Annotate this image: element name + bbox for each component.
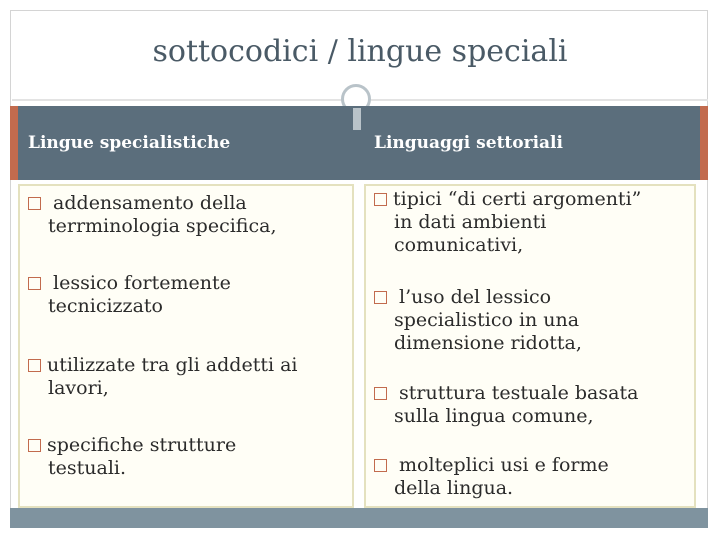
right-item-4-line1: molteplici usi e forme: [393, 454, 609, 476]
left-bullet-item: [28, 434, 236, 480]
checkbox-bullet-icon: [28, 277, 41, 290]
checkbox-bullet-icon: [374, 193, 387, 206]
left-bullet-item: [28, 192, 277, 238]
right-bullet-item: [374, 188, 641, 257]
right-item-4-line2: della lingua.: [394, 477, 514, 499]
right-item-3-line1: struttura testuale basata: [393, 382, 639, 404]
right-item-2-line1: l’uso del lessico: [393, 286, 552, 308]
slide-title: sottocodici / lingue speciali: [152, 33, 568, 69]
checkbox-bullet-icon: [28, 439, 41, 452]
checkbox-bullet-icon: [374, 387, 387, 400]
right-item-3-line2: sulla lingua comune,: [394, 405, 594, 427]
right-item-1-line1: tipici “di certi argomenti”: [393, 188, 642, 210]
right-column-header: Linguaggi settoriali: [374, 133, 563, 153]
right-bullet-item: [374, 382, 638, 428]
left-item-2-line2: tecnicizzato: [48, 295, 163, 317]
left-item-3-line2: lavori,: [48, 377, 109, 399]
checkbox-bullet-icon: [374, 459, 387, 472]
right-item-2-line2: specialistico in una: [394, 309, 580, 331]
right-item-2-line3: dimensione ridotta,: [394, 332, 582, 354]
right-bullet-item: [374, 286, 582, 355]
left-column-header: Lingue specialistiche: [28, 133, 231, 153]
left-item-1-line2: terrminologia specifica,: [48, 215, 277, 237]
left-item-4-line1: specifiche strutture: [47, 434, 237, 456]
left-bullet-item: [28, 272, 231, 318]
left-item-4-line2: testuali.: [48, 457, 127, 479]
right-item-1-line3: comunicativi,: [394, 234, 524, 256]
connector-stem: [353, 108, 361, 130]
left-item-2-line1: lessico fortemente: [47, 272, 231, 294]
bottom-bar: [10, 508, 708, 528]
right-item-1-line2: in dati ambienti: [394, 211, 547, 233]
right-bullet-item: [374, 454, 609, 500]
checkbox-bullet-icon: [374, 291, 387, 304]
left-item-1-line1: addensamento della: [47, 192, 247, 214]
left-item-3-line1: utilizzate tra gli addetti ai: [47, 354, 298, 376]
checkbox-bullet-icon: [28, 359, 41, 372]
checkbox-bullet-icon: [28, 197, 41, 210]
left-bullet-item: [28, 354, 298, 400]
